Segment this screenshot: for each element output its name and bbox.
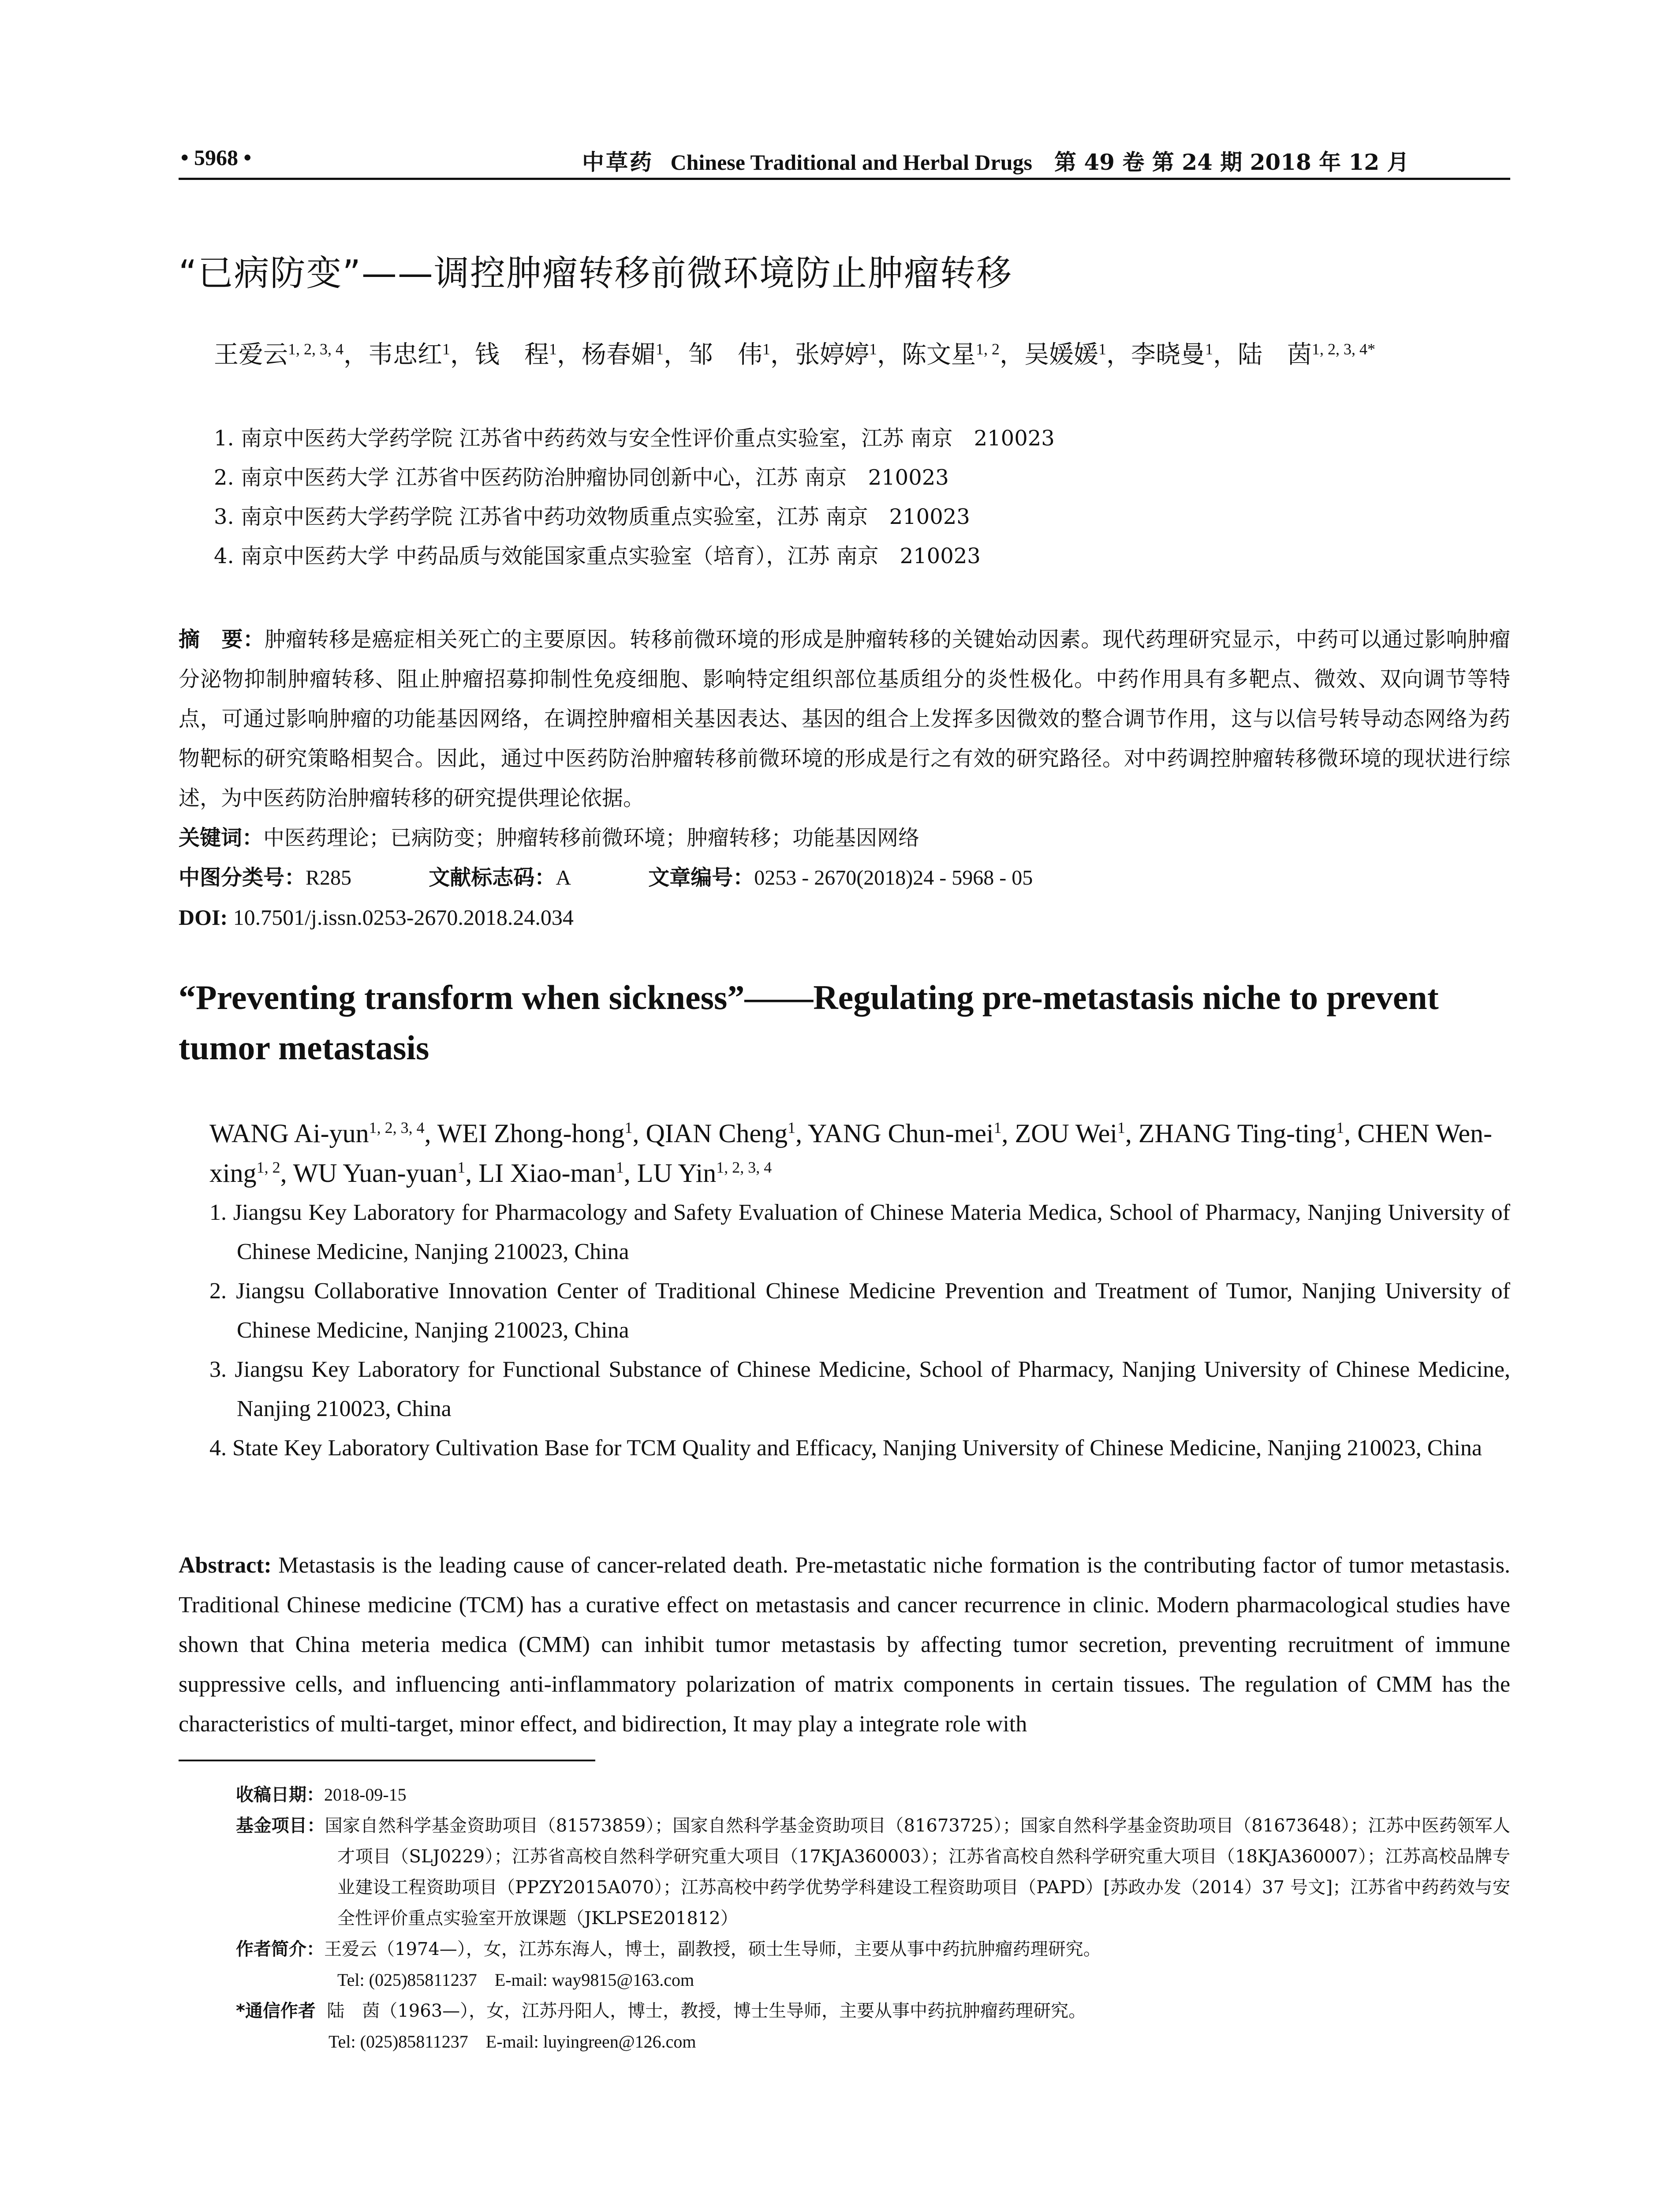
page-number: • 5968 •	[181, 145, 252, 170]
affiliation-cn: 2. 南京中医药大学 江苏省中医药防治肿瘤协同创新中心，江苏 南京 210023	[214, 465, 949, 490]
issue-info: 第 49 卷 第 24 期 2018 年 12 月	[1054, 149, 1409, 175]
author-bio	[236, 1934, 1510, 1965]
clc-value: R285	[306, 866, 352, 889]
keywords-cn	[179, 818, 1510, 858]
article-number-label: 文章编号：	[648, 865, 754, 890]
header-rule	[179, 178, 1510, 180]
author-affiliation-marker: 1, 2	[976, 340, 1000, 358]
author-contact: Tel: (025)85811237 E-mail: way9815@163.com	[337, 1970, 694, 1990]
author-name: ZOU Wei	[1015, 1119, 1117, 1148]
author	[795, 340, 877, 369]
received-date	[236, 1779, 1510, 1810]
abstract-label-cn: 摘 要：	[179, 627, 265, 652]
author-affiliation-marker: 1, 2, 3, 4	[288, 340, 343, 358]
journal-title	[582, 145, 1409, 176]
footnote-rule	[179, 1760, 595, 1761]
author-name: YANG Chun-mei	[807, 1119, 994, 1148]
abstract-en	[179, 1546, 1510, 1744]
keywords-text-cn: 中医药理论；已病防变；肿瘤转移前微环境；肿瘤转移；功能基因网络	[263, 826, 920, 850]
author	[637, 1159, 772, 1188]
author	[209, 1119, 425, 1148]
author-list-en: WANG Ai-yun$^{1, 2, 3, 4}$, WEI Zhong-hong$^1$, QIAN Cheng$^1$, YANG Chun-mei$^1$, ZOU Wei$^1$, ZHANG Ting-ting$^1$, CHEN Wen-xing$^{1, 2}$, WU Yuan-yuan$^1$, LI Xiao-man$^1$, LU Yin$^{1, 2, 3, 4}$	[209, 1119, 1492, 1188]
author	[368, 340, 450, 369]
keywords-label-cn: 关键词：	[179, 826, 264, 850]
affiliation-en: 3. Jiangsu Key Laboratory for Functional Substance of Chinese Medicine, School of Pharmacy, Nanjing University of Chinese Medicine, Nanjing 210023, China	[209, 1357, 1510, 1421]
author	[646, 1119, 795, 1148]
author-name: 李晓曼	[1131, 340, 1205, 369]
author	[902, 340, 1000, 369]
author	[1139, 1119, 1344, 1148]
author-name: 陆 茵	[1238, 340, 1312, 369]
abstract-text-en: Metastasis is the leading cause of cancer-related death. Pre-metastatic niche formation is the contributing factor of tumor metastasis. Traditional Chinese medicine (TCM) has a curative effect on metastasis and cancer recurrence in clinic. Modern pharmacological studies have shown that China meteria medica (CMM) can inhibit tumor metastasis by affecting tumor secretion, preventing recruitment of immune suppressive cells, and influencing anti-inflammatory polarization of matrix components in certain tissues. The regulation of CMM has the characteristics of multi-target, minor effect, and bidirection, It may play a integrate role with	[179, 1553, 1511, 1737]
running-header	[181, 140, 1504, 180]
author-name: CHEN Wen-xing	[209, 1119, 1492, 1188]
doc-code-label: 文献标志码：	[429, 865, 556, 890]
author-affiliation-marker: 1	[442, 340, 450, 358]
author-affiliation-marker: 1	[624, 1119, 633, 1136]
author-name: 韦忠红	[368, 340, 442, 369]
abstract-label-en: Abstract:	[179, 1553, 272, 1578]
author-name: LI Xiao-man	[478, 1159, 616, 1188]
doc-code-value: A	[556, 866, 571, 889]
author-affiliation-marker: 1	[762, 340, 770, 358]
author-affiliation-marker: 1	[1205, 340, 1213, 358]
author-affiliation-marker: 1	[549, 340, 557, 358]
author-affiliation-marker: 1, 2, 3, 4	[716, 1159, 772, 1176]
affiliation-cn: 1. 南京中医药大学药学院 江苏省中药药效与安全性评价重点实验室，江苏 南京 210023	[214, 426, 1055, 451]
affiliation-en: 4. State Key Laboratory Cultivation Base for TCM Quality and Efficacy, Nanjing University of Chinese Medicine, Nanjing 210023, China	[209, 1435, 1482, 1461]
footnotes	[236, 1779, 1510, 2057]
author-affiliation-marker: 1	[616, 1159, 624, 1176]
affiliation-list-en	[209, 1193, 1510, 1468]
author-name: 邹 伟	[688, 340, 762, 369]
affiliation-cn: 3. 南京中医药大学药学院 江苏省中药功效物质重点实验室，江苏 南京 210023	[214, 505, 970, 529]
abstract-cn	[179, 620, 1510, 818]
author	[475, 340, 557, 369]
author-name: 吴媛媛	[1024, 340, 1098, 369]
author-name: LU Yin	[637, 1159, 717, 1188]
clc-label: 中图分类号：	[179, 865, 306, 890]
author	[808, 1119, 1002, 1148]
author-affiliation-marker: 1	[788, 1119, 796, 1136]
author-list-cn: 王爱云$^{1, 2, 3, 4}$，韦忠红$^1$，钱 程$^1$，杨春媚$^1$，邹 伟$^1$，张婷婷$^1$，陈文星$^{1, 2}$，吴媛媛$^1$，李晓曼$^1$，陆 茵$^{1, 2, 3, 4*}$	[214, 340, 1375, 369]
corresponding-text: 陆 茵（1963—），女，江苏丹阳人，博士，教授，博士生导师，主要从事中药抗肿瘤药理研究。	[327, 2001, 1086, 2021]
author	[688, 340, 770, 369]
funding	[236, 1810, 1510, 1934]
author-affiliation-marker: 1	[1098, 340, 1106, 358]
author	[582, 340, 664, 369]
author-affiliation-marker: 1	[993, 1119, 1002, 1136]
received-label: 收稿日期：	[236, 1785, 324, 1805]
author	[1024, 340, 1106, 369]
author-affiliation-marker: 1	[656, 340, 664, 358]
article-title-cn: “已病防变”——调控肿瘤转移前微环境防止肿瘤转移	[179, 253, 1012, 294]
corresponding-contact: Tel: (025)85811237 E-mail: luyingreen@126.com	[329, 2032, 696, 2052]
author-name: 钱 程	[475, 340, 549, 369]
author-name: 张婷婷	[795, 340, 869, 369]
author-name: 陈文星	[902, 340, 976, 369]
affiliation-list-cn	[214, 419, 1515, 576]
author-affiliation-marker: 1	[1117, 1119, 1125, 1136]
author-bio-label: 作者简介：	[236, 1939, 324, 1959]
author-name: 杨春媚	[582, 340, 656, 369]
article-number-value: 0253 - 2670(2018)24 - 5968 - 05	[754, 866, 1033, 889]
abstract-text-cn: 肿瘤转移是癌症相关死亡的主要原因。转移前微环境的形成是肿瘤转移的关键始动因素。现代药理研究显示，中药可以通过影响肿瘤分泌物抑制肿瘤转移、阻止肿瘤招募抑制性免疫细胞、影响特定组织部位基质组分的炎性极化。中药作用具有多靶点、微效、双向调节等特点，可通过影响肿瘤的功能基因网络，在调控肿瘤相关基因表达、基因的组合上发挥多因微效的整合调节作用，这与以信号转导动态网络为药物靶标的研究策略相契合。因此，通过中医药防治肿瘤转移前微环境的形成是行之有效的研究路径。对中药调控肿瘤转移微环境的现状进行综述，为中医药防治肿瘤转移的研究提供理论依据。	[179, 627, 1510, 811]
author-name: WANG Ai-yun	[209, 1119, 369, 1148]
doi-value[interactable]: 10.7501/j.issn.0253-2670.2018.24.034	[233, 905, 574, 930]
author-affiliation-marker: 1	[869, 340, 877, 358]
author-name: WEI Zhong-hong	[437, 1119, 625, 1148]
author-affiliation-marker: 1, 2, 3, 4*	[1312, 340, 1375, 358]
corresponding-label: *通信作者	[236, 2001, 316, 2021]
article-metadata	[179, 818, 1510, 937]
author	[1238, 340, 1375, 369]
corresponding-author	[236, 1996, 1510, 2026]
fund-text: 国家自然科学基金资助项目（81573859）；国家自然科学基金资助项目（81673725）；国家自然科学基金资助项目（81673648）；江苏中医药领军人才项目（SLJ0229）；江苏省高校自然科学研究重大项目（17KJA360003）；江苏省高校自然科学研究重大项目（18KJA360007）；江苏高校品牌专业建设工程资助项目（PPZY2015A070）；江苏高校中药学优势学科建设工程资助项目（PAPD）[苏政办发（2014）37 号文]；江苏省中药药效与安全性评价重点实验室开放课题（JKLPSE201812）	[325, 1816, 1511, 1928]
article-title-en: “Preventing transform when sickness”——Regulating pre-metastasis niche to prevent tumor metastasis	[179, 978, 1439, 1067]
author	[437, 1119, 633, 1148]
author-affiliation-marker: 1	[457, 1159, 466, 1176]
classification-row	[179, 858, 1510, 897]
doi-label: DOI:	[179, 905, 228, 930]
author	[214, 340, 343, 369]
author-name: QIAN Cheng	[646, 1119, 788, 1148]
author-affiliation-marker: 1	[1336, 1119, 1344, 1136]
affiliation-en: 2. Jiangsu Collaborative Innovation Center of Traditional Chinese Medicine Prevention and Treatment of Tumor, Nanjing University of Chinese Medicine, Nanjing 210023, China	[209, 1278, 1510, 1343]
journal-title-cn: 中草药	[582, 149, 653, 175]
author	[1015, 1119, 1125, 1148]
fund-label: 基金项目：	[236, 1816, 325, 1836]
received-value: 2018-09-15	[324, 1785, 407, 1805]
author-affiliation-marker: 1, 2	[256, 1159, 280, 1176]
doi	[179, 897, 1510, 937]
author	[293, 1159, 466, 1188]
author	[478, 1159, 624, 1188]
author-name: ZHANG Ting-ting	[1138, 1119, 1337, 1148]
journal-title-en: Chinese Traditional and Herbal Drugs	[670, 150, 1032, 175]
author	[1131, 340, 1213, 369]
author-bio-text: 王爱云（1974—），女，江苏东海人，博士，副教授，硕士生导师，主要从事中药抗肿瘤药理研究。	[324, 1939, 1101, 1959]
author-affiliation-marker: 1, 2, 3, 4	[369, 1119, 425, 1136]
affiliation-en: 1. Jiangsu Key Laboratory for Pharmacology and Safety Evaluation of Chinese Materia Medica, School of Pharmacy, Nanjing University of Chinese Medicine, Nanjing 210023, China	[209, 1200, 1510, 1264]
author-name: WU Yuan-yuan	[293, 1159, 458, 1188]
affiliation-cn: 4. 南京中医药大学 中药品质与效能国家重点实验室（培育），江苏 南京 210023	[214, 544, 981, 568]
author-name: 王爱云	[214, 340, 288, 369]
